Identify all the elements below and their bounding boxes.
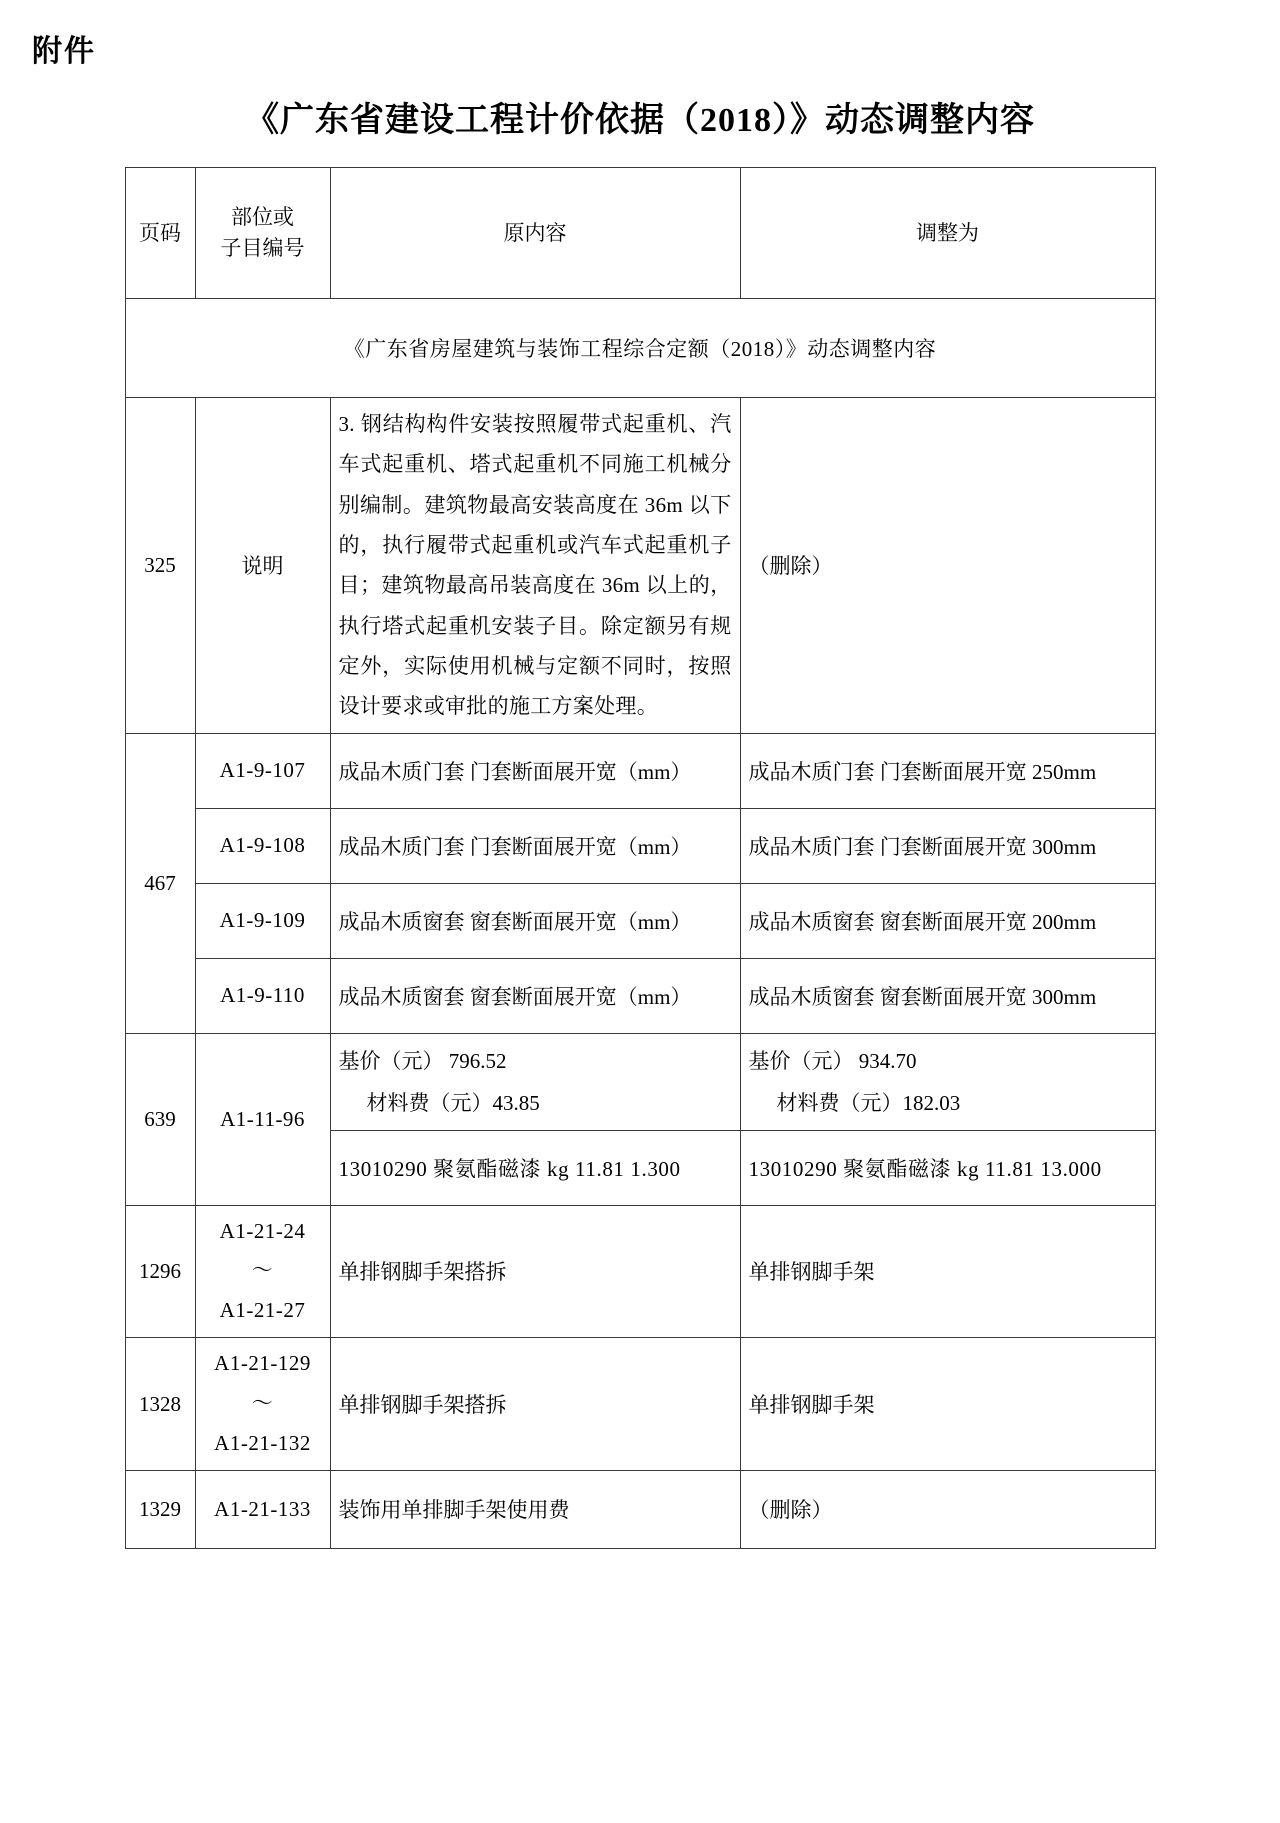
code-range-tilde: ～ xyxy=(251,1391,274,1416)
code-range-start: A1-21-24 xyxy=(219,1218,306,1243)
row-original: 单排钢脚手架搭拆 xyxy=(330,1205,740,1338)
adjusted-material-fee: 材料费（元）182.03 xyxy=(776,1090,961,1115)
code-range-tilde: ～ xyxy=(251,1258,274,1283)
row-page: 639 xyxy=(125,1033,195,1205)
row-adjusted: 单排钢脚手架 xyxy=(740,1338,1155,1471)
table-row xyxy=(125,1338,1155,1471)
row-code-range xyxy=(195,1205,330,1338)
original-base-price: 基价（元） 796.52 xyxy=(338,1048,507,1073)
row-original: 3. 钢结构构件安装按照履带式起重机、汽车式起重机、塔式起重机不同施工机械分别编制。建筑物最高安装高度在 36m 以下的，执行履带式起重机或汽车式起重机子目；建筑物最高吊装高度在 36m 以上的，执行塔式起重机安装子目。除定额另有规定外，实际使用机械与定额不同时，按照设计要求或审批的施工方案处理。 xyxy=(330,398,740,734)
row-page: 1329 xyxy=(125,1470,195,1548)
table-row xyxy=(125,808,1155,883)
code-range-end: A1-21-132 xyxy=(214,1430,311,1455)
row-original: 成品木质门套 门套断面展开宽（mm） xyxy=(330,733,740,808)
code-range-end: A1-21-27 xyxy=(219,1298,306,1323)
section-title-row xyxy=(125,299,1155,398)
row-original: 单排钢脚手架搭拆 xyxy=(330,1338,740,1471)
adjustment-table xyxy=(125,167,1156,1549)
header-part-code xyxy=(195,168,330,299)
table-header-row xyxy=(125,168,1155,299)
table-row xyxy=(125,398,1155,734)
row-adjusted: 成品木质门套 门套断面展开宽 300mm xyxy=(740,808,1155,883)
header-part-line2: 子目编号 xyxy=(220,236,305,260)
row-adjusted-material: 13010290 聚氨酯磁漆 kg 11.81 13.000 xyxy=(740,1130,1155,1205)
row-adjusted: 成品木质窗套 窗套断面展开宽 300mm xyxy=(740,958,1155,1033)
row-original: 成品木质窗套 窗套断面展开宽（mm） xyxy=(330,958,740,1033)
table-row xyxy=(125,1033,1155,1130)
row-original-material: 13010290 聚氨酯磁漆 kg 11.81 1.300 xyxy=(330,1130,740,1205)
row-original: 装饰用单排脚手架使用费 xyxy=(330,1470,740,1548)
row-code: A1-9-108 xyxy=(195,808,330,883)
adjusted-base-price: 基价（元） 934.70 xyxy=(748,1048,917,1073)
row-adjusted: 成品木质门套 门套断面展开宽 250mm xyxy=(740,733,1155,808)
row-original: 成品木质窗套 窗套断面展开宽（mm） xyxy=(330,883,740,958)
row-code: A1-11-96 xyxy=(195,1033,330,1205)
row-original xyxy=(330,1033,740,1130)
original-material-fee: 材料费（元）43.85 xyxy=(366,1090,540,1115)
row-code-range xyxy=(195,1338,330,1471)
header-part-line1: 部位或 xyxy=(231,204,294,229)
row-original: 成品木质门套 门套断面展开宽（mm） xyxy=(330,808,740,883)
row-code: A1-9-110 xyxy=(195,958,330,1033)
row-code: 说明 xyxy=(195,398,330,734)
row-page: 1328 xyxy=(125,1338,195,1471)
attachment-label: 附件 xyxy=(32,35,96,68)
section-title: 《广东省房屋建筑与装饰工程综合定额（2018）》动态调整内容 xyxy=(125,299,1155,398)
row-adjusted xyxy=(740,1033,1155,1130)
page-title: 《广东省建设工程计价依据（2018）》动态调整内容 xyxy=(245,102,1035,139)
row-page: 467 xyxy=(125,733,195,1033)
row-adjusted: （删除） xyxy=(740,398,1155,734)
row-code: A1-9-109 xyxy=(195,883,330,958)
table-row xyxy=(125,1470,1155,1548)
row-page: 1296 xyxy=(125,1205,195,1338)
row-code: A1-9-107 xyxy=(195,733,330,808)
header-original: 原内容 xyxy=(330,168,740,299)
table-row xyxy=(125,958,1155,1033)
row-adjusted: （删除） xyxy=(740,1470,1155,1548)
header-page: 页码 xyxy=(125,168,195,299)
row-adjusted: 成品木质窗套 窗套断面展开宽 200mm xyxy=(740,883,1155,958)
code-range-start: A1-21-129 xyxy=(214,1351,311,1376)
row-adjusted: 单排钢脚手架 xyxy=(740,1205,1155,1338)
header-adjusted: 调整为 xyxy=(740,168,1155,299)
table-row xyxy=(125,883,1155,958)
row-page: 325 xyxy=(125,398,195,734)
row-code: A1-21-133 xyxy=(195,1470,330,1548)
table-row xyxy=(125,733,1155,808)
table-row xyxy=(125,1205,1155,1338)
